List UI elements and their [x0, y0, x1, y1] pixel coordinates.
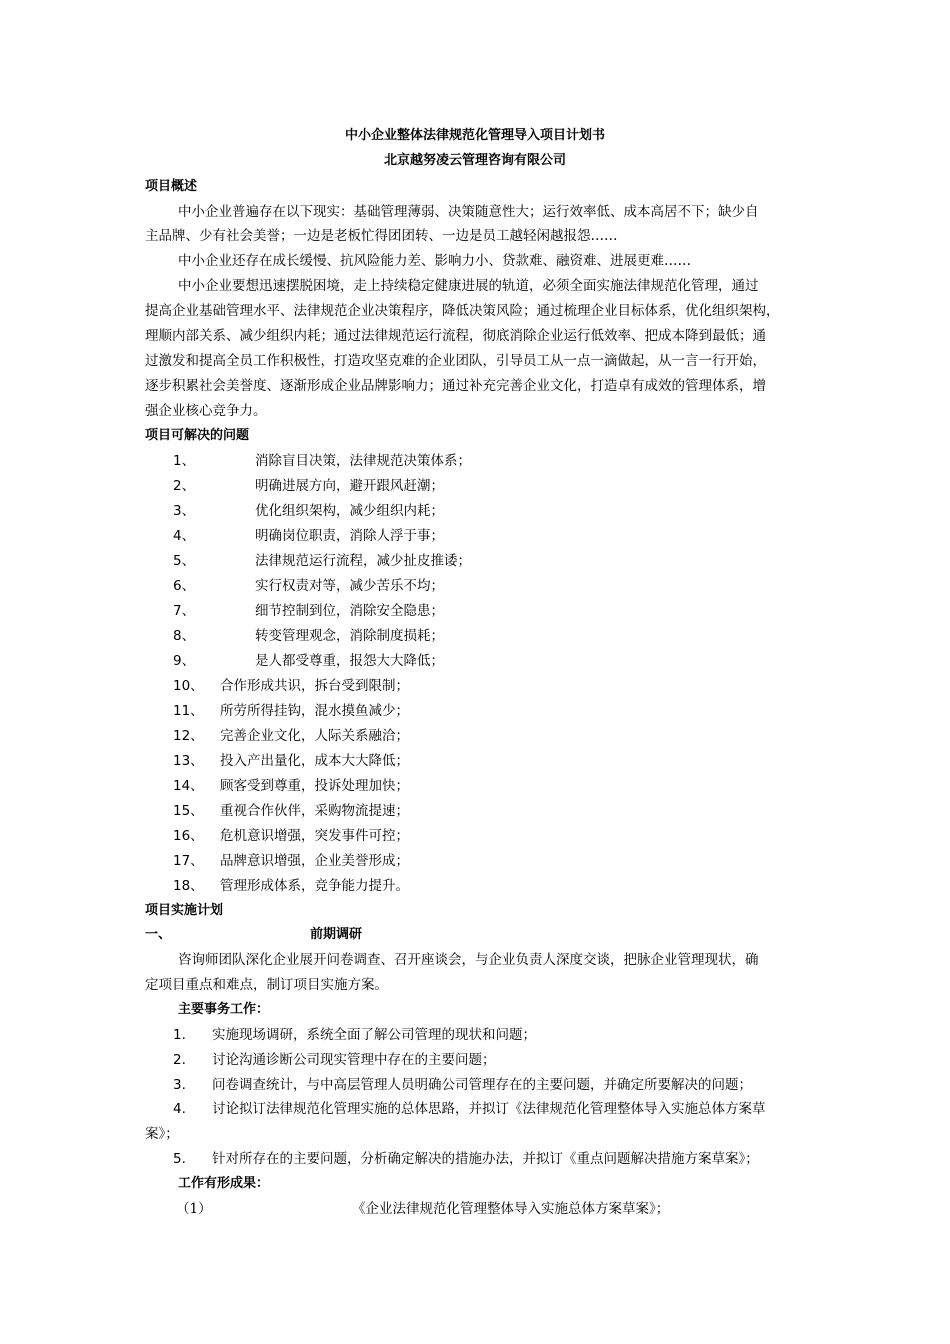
task-number: 4.	[173, 1101, 186, 1117]
list-item: 合作形成共识，拆台受到限制；	[220, 678, 409, 694]
document-title: 中小企业整体法律规范化管理导入项目计划书	[344, 128, 605, 143]
results-heading: 工作有形成果：	[178, 1176, 270, 1191]
list-item-number: 17、	[173, 853, 204, 869]
plan-paragraph-line: 定项目重点和难点，制订项目实施方案。	[145, 977, 388, 993]
problems-heading: 项目可解决的问题	[145, 428, 250, 443]
list-item-number: 12、	[173, 728, 204, 744]
task-number: 2.	[173, 1052, 186, 1068]
list-item-number: 4、	[173, 528, 196, 544]
task-item: 实施现场调研，系统全面了解公司管理的现状和问题；	[212, 1027, 536, 1043]
list-item-number: 7、	[173, 603, 196, 619]
result-item: 《企业法律规范化管理整体导入实施总体方案草案》；	[352, 1201, 670, 1217]
overview-paragraph-line: 强企业核心竞争力。	[145, 403, 267, 419]
list-item-number: 5、	[173, 553, 196, 569]
plan-paragraph-line: 咨询师团队深化企业展开问卷调查、召开座谈会，与企业负责人深度交谈，把脉企业管理现状，确	[178, 952, 759, 968]
task-number: 1.	[173, 1027, 186, 1043]
overview-paragraph-line: 提高企业基础管理水平、法律规范企业决策程序，降低决策风险；通过梳理企业目标体系，优化组织架构，	[145, 303, 780, 319]
task-number: 3.	[173, 1077, 186, 1093]
list-item-number: 15、	[173, 803, 204, 819]
result-number: （1）	[176, 1201, 212, 1217]
overview-paragraph-line: 中小企业还存在成长缓慢、抗风险能力差、影响力小、贷款难、融资难、进展更难……	[178, 253, 691, 269]
overview-paragraph-line: 理顺内部关系、减少组织内耗；通过法律规范运行流程，彻底消除企业运行低效率、把成本降到最低；通	[145, 328, 766, 344]
list-item-number: 2、	[173, 478, 196, 494]
plan-heading: 项目实施计划	[145, 903, 224, 918]
list-item-number: 3、	[173, 503, 196, 519]
list-item-number: 6、	[173, 578, 196, 594]
list-item-number: 8、	[173, 628, 196, 644]
list-item-number: 1、	[173, 453, 196, 469]
task-item: 问卷调查统计，与中高层管理人员明确公司管理存在的主要问题，并确定所要解决的问题；	[212, 1077, 752, 1093]
overview-paragraph-line: 中小企业要想迅速摆脱困境，走上持续稳定健康进展的轨道，必须全面实施法律规范化管理，通过	[178, 278, 759, 294]
list-item: 管理形成体系，竞争能力提升。	[220, 878, 409, 894]
list-item-number: 11、	[173, 703, 204, 719]
list-item: 危机意识增强，突发事件可控；	[220, 828, 409, 844]
list-item: 消除盲目决策，法律规范决策体系；	[255, 453, 471, 469]
company-name: 北京越努凌云管理咨询有限公司	[383, 153, 566, 168]
list-item: 明确进展方向，避开跟风赶潮；	[255, 478, 444, 494]
list-item: 完善企业文化，人际关系融洽；	[220, 728, 409, 744]
task-item: 讨论拟订法律规范化管理实施的总体思路，并拟订《法律规范化管理整体导入实施总体方案草	[212, 1101, 766, 1117]
list-item: 优化组织架构，减少组织内耗；	[255, 503, 444, 519]
list-item: 实行权责对等，减少苦乐不均；	[255, 578, 444, 594]
list-item: 所劳所得挂钩，混水摸鱼减少；	[220, 703, 409, 719]
overview-paragraph-line: 逐步积累社会美誉度、逐渐形成企业品牌影响力；通过补充完善企业文化，打造卓有成效的管理体系，增	[145, 378, 766, 394]
list-item: 细节控制到位，消除安全隐患；	[255, 603, 444, 619]
overview-heading: 项目概述	[145, 179, 198, 194]
phase-number: 一、	[145, 927, 172, 942]
task-item: 针对所存在的主要问题，分析确定解决的措施办法，并拟订《重点问题解决措施方案草案》；	[212, 1151, 759, 1167]
list-item: 投入产出量化，成本大大降低；	[220, 753, 409, 769]
list-item: 重视合作伙伴，采购物流提速；	[220, 803, 409, 819]
task-item: 讨论沟通诊断公司现实管理中存在的主要问题；	[212, 1052, 496, 1068]
list-item-number: 13、	[173, 753, 204, 769]
list-item: 转变管理观念，消除制度损耗；	[255, 628, 444, 644]
list-item: 顾客受到尊重，投诉处理加快；	[220, 778, 409, 794]
list-item-number: 9、	[173, 653, 196, 669]
list-item: 明确岗位职责，消除人浮于事；	[255, 528, 444, 544]
list-item: 是人都受尊重，报怨大大降低；	[255, 653, 444, 669]
task-number: 5.	[173, 1151, 186, 1167]
overview-paragraph-line: 过激发和提高全员工作积极性，打造攻坚克难的企业团队，引导员工从一点一滴做起，从一言一行开始，	[145, 353, 766, 369]
phase-title: 前期调研	[310, 927, 363, 942]
task-item-continuation: 案》；	[145, 1126, 179, 1142]
list-item: 法律规范运行流程，减少扯皮推诿；	[255, 553, 471, 569]
list-item-number: 10、	[173, 678, 204, 694]
list-item-number: 16、	[173, 828, 204, 844]
overview-paragraph-line: 主品牌、少有社会美誉；一边是老板忙得团团转、一边是员工越轻闲越报怨……	[145, 228, 618, 244]
list-item: 品牌意识增强，企业美誉形成；	[220, 853, 409, 869]
list-item-number: 18、	[173, 878, 204, 894]
list-item-number: 14、	[173, 778, 204, 794]
tasks-heading: 主要事务工作：	[178, 1002, 270, 1017]
overview-paragraph-line: 中小企业普遍存在以下现实：基础管理薄弱、决策随意性大；运行效率低、成本高居不下；缺少自	[178, 204, 759, 220]
